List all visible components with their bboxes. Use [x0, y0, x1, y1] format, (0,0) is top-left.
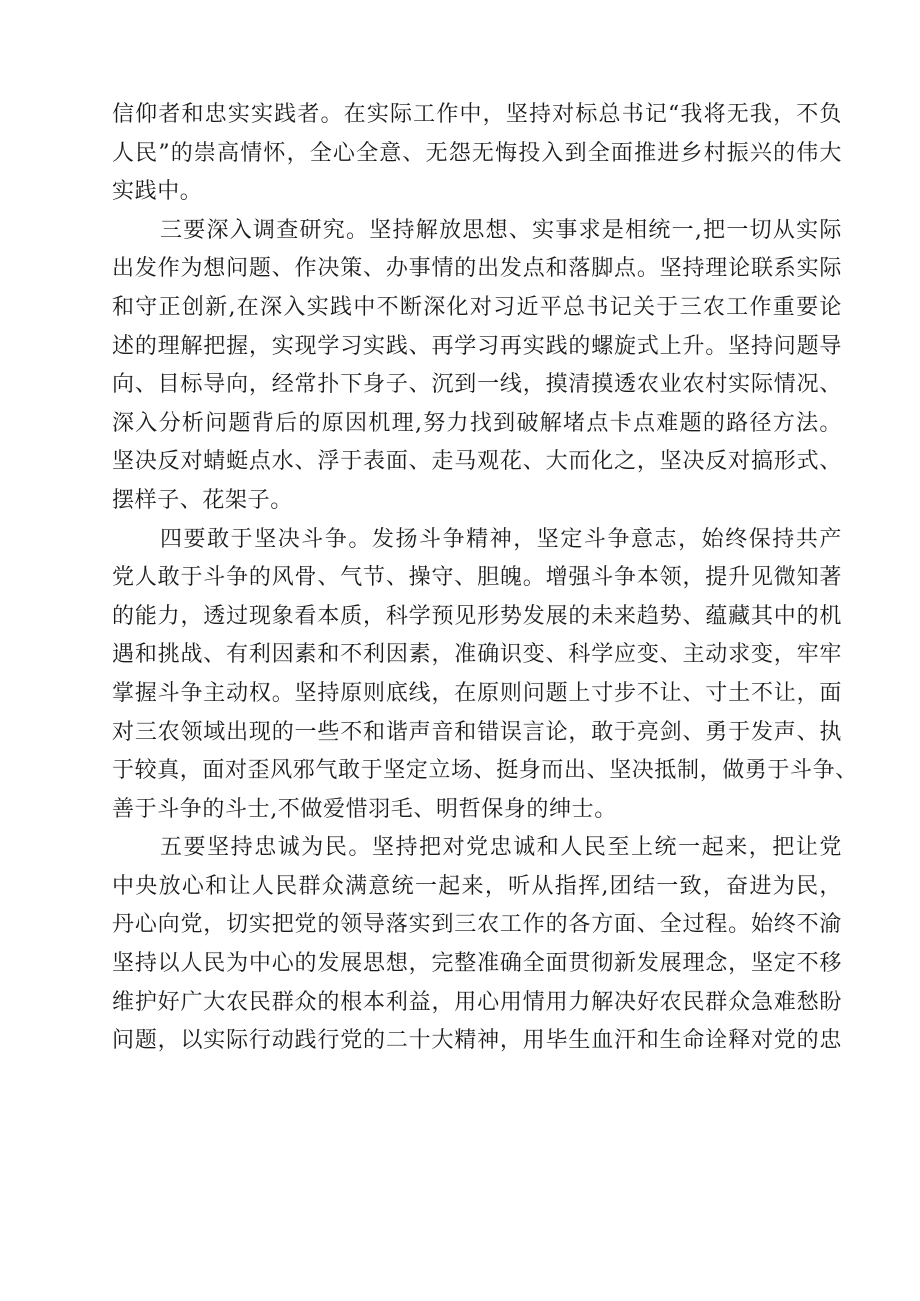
paragraph-first-line: 四要敢于坚决斗争。发扬斗争精神，坚定斗争意志，始终保持共产 [160, 526, 842, 552]
text-line: 中央放心和让人民群众满意统一起来，听从指挥,团结一致，奋进为民， [112, 873, 842, 899]
text-line: 坚决反对蜻蜓点水、浮于表面、走马观花、大而化之，坚决反对搞形式、 [112, 449, 842, 475]
text-line: 实践中。 [112, 179, 203, 205]
text-line: 党人敢于斗争的风骨、气节、操守、胆魄。增强斗争本领，提升见微知著 [112, 565, 842, 591]
text-line: 深入分析问题背后的原因机理,努力找到破解堵点卡点难题的路径方法。 [112, 410, 842, 436]
paragraph-first-line: 五要坚持忠诚为民。坚持把对党忠诚和人民至上统一起来，把让党 [160, 835, 842, 861]
text-line: 于较真，面对歪风邪气敢于坚定立场、挺身而出、坚决抵制，做勇于斗争、 [112, 758, 858, 784]
text-line: 摆样子、花架子。 [112, 487, 293, 513]
text-line: 善于斗争的斗士,不做爱惜羽毛、明哲保身的绅士。 [112, 796, 617, 822]
text-line: 问题，以实际行动践行党的二十大精神，用毕生血汗和生命诠释对党的忠 [112, 1028, 842, 1054]
paragraph-first-line: 三要深入调查研究。坚持解放思想、实事求是相统一,把一切从实际 [160, 217, 842, 243]
text-line: 和守正创新,在深入实践中不断深化对习近平总书记关于三农工作重要论 [112, 294, 842, 320]
text-line: 对三农领域出现的一些不和谐声音和错误言论，敢于亮剑、勇于发声、执 [112, 719, 842, 745]
text-line: 遇和挑战、有利因素和不利因素，准确识变、科学应变、主动求变，牢牢 [112, 642, 842, 668]
text-line: 出发作为想问题、作决策、办事情的出发点和落脚点。坚持理论联系实际 [112, 256, 842, 282]
text-line: 人民”的崇高情怀，全心全意、无怨无悔投入到全面推进乡村振兴的伟大 [112, 140, 842, 166]
text-line: 述的理解把握，实现学习实践、再学习再实践的螺旋式上升。坚持问题导 [112, 333, 842, 359]
text-line: 的能力，透过现象看本质，科学预见形势发展的未来趋势、蕴藏其中的机 [112, 603, 842, 629]
text-line: 信仰者和忠实实践者。在实际工作中，坚持对标总书记“我将无我，不负 [112, 102, 842, 127]
text-line: 向、目标导向，经常扑下身子、沉到一线，摸清摸透农业农村实际情况、 [112, 372, 842, 398]
text-line: 丹心向党，切实把党的领导落实到三农工作的各方面、全过程。始终不渝 [112, 912, 842, 938]
text-line: 维护好广大农民群众的根本利益，用心用情用力解决好农民群众急难愁盼 [112, 989, 842, 1015]
text-line: 坚持以人民为中心的发展思想，完整准确全面贯彻新发展理念，坚定不移 [112, 951, 842, 977]
document-body [112, 96, 858, 1061]
text-line: 掌握斗争主动权。坚持原则底线，在原则问题上寸步不让、寸土不让，面 [112, 680, 842, 706]
